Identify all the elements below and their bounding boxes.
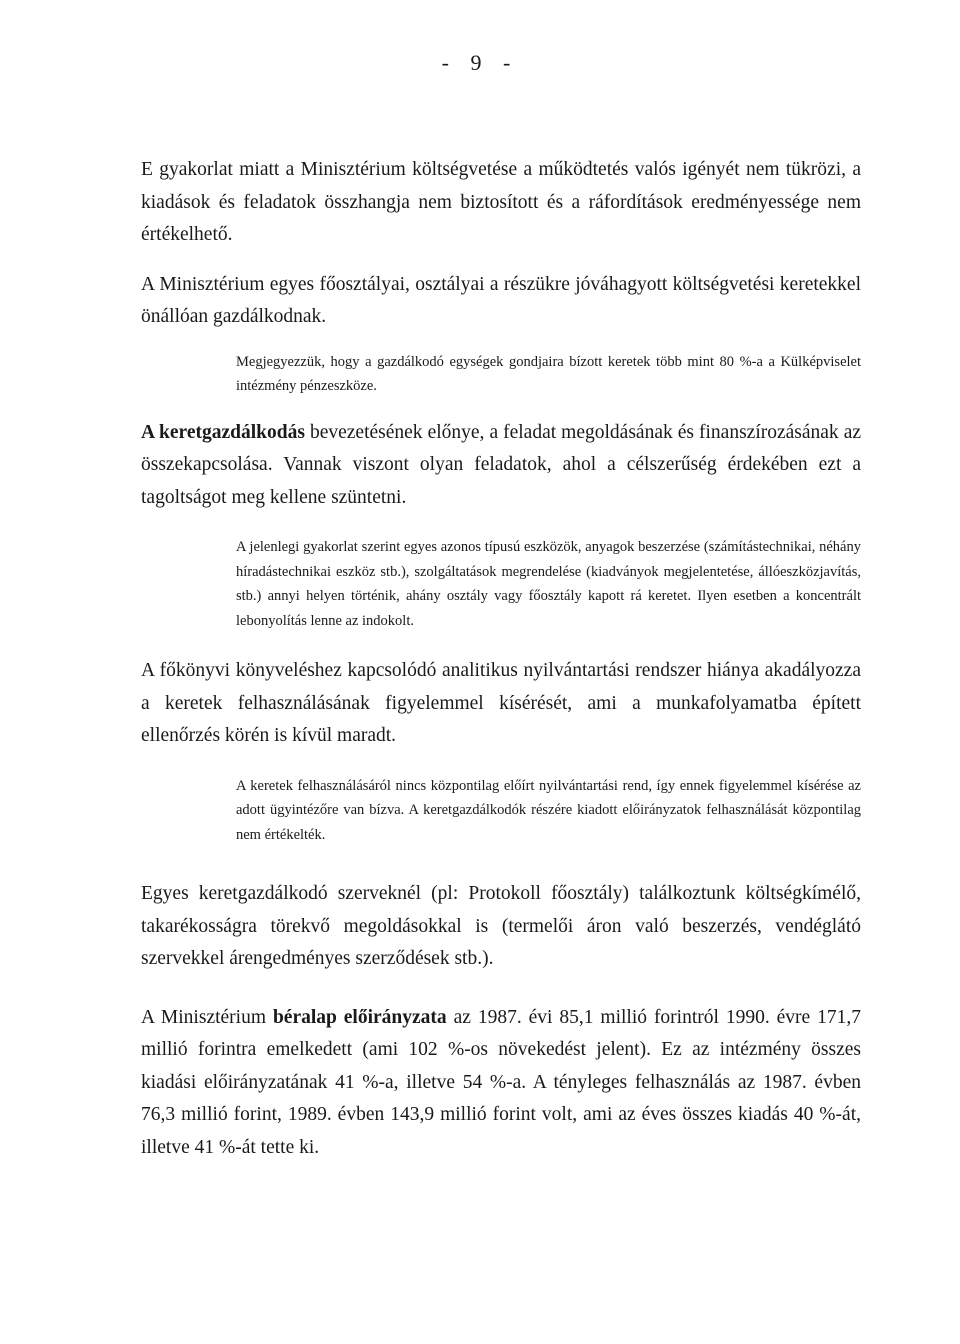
note-text: A jelenlegi gyakorlat szerint egyes azonos típusú eszközök, anyagok beszerzése (számítástechnikai, néhány híradástechnikai eszköz stb.), szolgáltatások megrendelése (kiadványok megjelentetése, állóeszközjavítás, stb.) annyi helyen történik, ahány osztály vagy főosztály kapott rá keretet. Ilyen esetben a koncentrált lebonyolítás lenne az indokolt. bbox=[236, 539, 861, 629]
note-text: Megjegyezzük, hogy a gazdálkodó egységek gondjaira bízott keretek több mint 80 %-a a Külképviselet intézmény pénzeszköze. bbox=[236, 353, 861, 394]
paragraph-text: Egyes keretgazdálkodó szerveknél (pl: Protokoll főosztály) találkoztunk költségkímélő, takarékosságra törekvő megoldásokkal is (termelői áron való beszerzés, vendéglátó szervekkel árengedményes szerződések stb.). bbox=[141, 883, 861, 969]
note-frame-usage bbox=[236, 774, 861, 848]
paragraph-departments-frames bbox=[141, 269, 861, 334]
note-procurement-practice bbox=[236, 535, 861, 633]
paragraph-budget-reflection bbox=[141, 154, 861, 252]
note-text: A keretek felhasználásáról nincs központilag előírt nyilvántartási rend, így ennek figyelemmel kísérése az adott ügyintézőre van bízva. A keretgazdálkodók részére kiadott előirányzatok felhasználását központilag nem értékelték. bbox=[236, 777, 861, 843]
paragraph-text-lead: A Minisztérium bbox=[141, 1006, 273, 1028]
paragraph-ledger-system bbox=[141, 655, 861, 753]
paragraph-frame-management bbox=[141, 417, 861, 515]
paragraph-wage-budget bbox=[141, 1002, 861, 1165]
bold-term: béralap előirányzata bbox=[272, 1006, 447, 1028]
bold-term: A keretgazdálkodás bbox=[141, 421, 305, 443]
document-body bbox=[141, 154, 861, 1164]
paragraph-text: az 1987. évi 85,1 millió forintról 1990. évre 171,7 millió forintra emelkedett (ami 102 %-os növekedést jelent). Ez az intézmény összes kiadási előirányzatának 41 %-a, illetve 54 %-a. A tényleges felhasználás az 1987. évben 76,3 millió forint, 1989. évben 143,9 millió forint volt, ami az éves összes kiadás 40 %-át, illetve 41 %-át tette ki. bbox=[141, 1006, 862, 1158]
note-embassy-funds bbox=[236, 350, 861, 399]
page-number: - 9 - bbox=[441, 50, 519, 75]
paragraph-text: E gyakorlat miatt a Minisztérium költségvetése a működtetés valós igényét nem tükrözi, a kiadások és feladatok összhangja nem biztosított és a ráfordítások eredményessége nem értékelhető. bbox=[141, 159, 861, 245]
paragraph-text: A Minisztérium egyes főosztályai, osztályai a részükre jóváhagyott költségvetési keretekkel önállóan gazdálkodnak. bbox=[141, 273, 861, 327]
paragraph-text: bevezetésének előnye, a feladat megoldásának és finanszírozásának az összekapcsolása. Vannak viszont olyan feladatok, ahol a célszerűség érdekében ezt a tagoltságot meg kellene szüntetni. bbox=[141, 421, 862, 508]
paragraph-text: A főkönyvi könyveléshez kapcsolódó analitikus nyilvántartási rendszer hiánya akadályozza a keretek felhasználásának figyelemmel kísérését, ami a munkafolyamatba épített ellenőrzés körén is kívül maradt. bbox=[141, 660, 861, 746]
paragraph-cost-saving bbox=[141, 878, 861, 976]
